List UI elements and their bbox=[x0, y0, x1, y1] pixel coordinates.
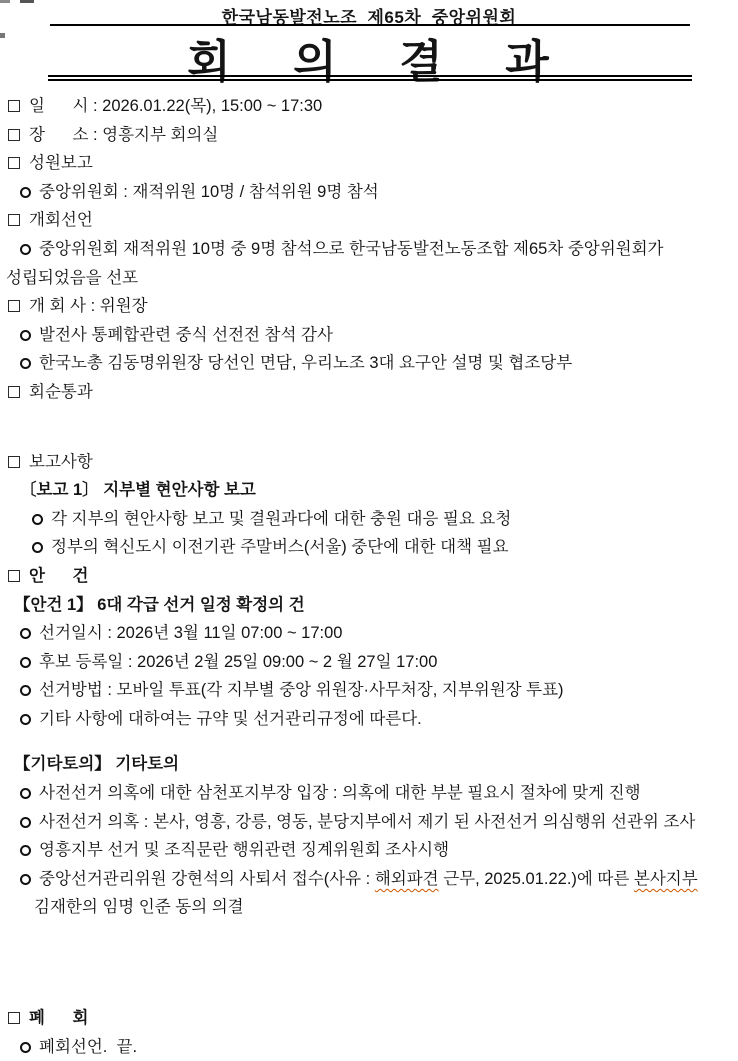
square-bullet-icon bbox=[8, 1012, 20, 1024]
line-text: 김재한의 임명 인준 동의 의결 bbox=[34, 898, 244, 917]
closing-section-heading bbox=[6, 1004, 736, 1033]
opening-address-heading bbox=[6, 292, 736, 321]
agenda-1-item-3 bbox=[6, 676, 736, 705]
line-text: 영흥지부 선거 및 조직문란 행위관련 징계위원회 조사시행 bbox=[39, 841, 450, 860]
line-text: 폐회선언. 끝. bbox=[39, 1037, 138, 1056]
opening-declaration-wrap bbox=[6, 264, 736, 293]
line-text: 성립되었음을 선포 bbox=[6, 268, 139, 287]
other-discussion-item-4 bbox=[6, 865, 736, 894]
other-discussion-item-4-wrap bbox=[6, 893, 736, 922]
quorum-report-heading bbox=[6, 149, 736, 178]
spellcheck-flagged-text: 해외파견 bbox=[374, 869, 439, 888]
circle-bullet-icon bbox=[20, 1042, 31, 1053]
line-text: 일 시 : 2026.01.22(목), 15:00 ~ 17:30 bbox=[29, 97, 323, 115]
other-discussion-item-2 bbox=[6, 808, 736, 837]
line-text: 중앙선거관리위원 강현석의 사퇴서 접수(사유 : 해외파견 근무, 2025.01.22.)에 따른 본사지부 bbox=[39, 869, 698, 888]
line-text: 보고사항 bbox=[29, 452, 93, 471]
other-discussion-item-3 bbox=[6, 836, 736, 865]
circle-bullet-icon bbox=[20, 685, 31, 696]
agenda-1-title bbox=[6, 591, 736, 620]
opening-address-item-2 bbox=[6, 349, 736, 378]
line-text: 각 지부의 현안사항 보고 및 결원과다에 대한 충원 대응 필요 요청 bbox=[51, 509, 512, 528]
other-discussion-title bbox=[6, 750, 736, 779]
spellcheck-flagged-text: 본사지부 bbox=[633, 869, 698, 888]
line-text: 장 소 : 영흥지부 회의실 bbox=[29, 125, 219, 144]
line-text: 안 건 bbox=[29, 566, 89, 585]
line-text: 선거방법 : 모바일 투표(각 지부별 중앙 위원장·사무처장, 지부위원장 투표) bbox=[39, 681, 564, 700]
agenda-1-item-2 bbox=[6, 648, 736, 677]
line-text: 중앙위원회 : 재적위원 10명 / 참석위원 9명 참석 bbox=[39, 182, 379, 201]
document-subtitle: 한국남동발전노조 제65차 중앙위원회 bbox=[221, 8, 517, 27]
square-bullet-icon bbox=[8, 214, 20, 226]
square-bullet-icon bbox=[8, 129, 20, 141]
square-bullet-icon bbox=[8, 157, 20, 169]
closing-declaration-line bbox=[6, 1033, 736, 1061]
quorum-detail-line bbox=[6, 178, 736, 207]
square-bullet-icon bbox=[8, 386, 20, 398]
line-text: 중앙위원회 재적위원 10명 중 9명 참석으로 한국남동발전노동조합 제65차 중앙위원회가 bbox=[39, 239, 664, 258]
line-text: 【기타토의】 기타토의 bbox=[14, 755, 180, 774]
circle-bullet-icon bbox=[20, 657, 31, 668]
line-text: 【안건 1】 6대 각급 선거 일정 확정의 건 bbox=[14, 595, 305, 614]
meeting-place-line bbox=[6, 121, 736, 150]
circle-bullet-icon bbox=[20, 330, 31, 341]
agenda-passage-heading bbox=[6, 378, 736, 407]
circle-bullet-icon bbox=[20, 817, 31, 828]
square-bullet-icon bbox=[8, 300, 20, 312]
agenda-1-item-4 bbox=[6, 705, 736, 734]
document-title: 회 의 결 과 bbox=[187, 36, 551, 87]
line-text: 사전선거 의혹에 대한 삼천포지부장 입장 : 의혹에 대한 부분 필요시 절차에 맞게 진행 bbox=[39, 784, 641, 803]
meeting-datetime-line bbox=[6, 92, 736, 121]
square-bullet-icon bbox=[8, 456, 20, 468]
header-rule-double bbox=[48, 75, 692, 81]
report-1-item-2 bbox=[6, 533, 736, 562]
line-text: 발전사 통폐합관련 중식 선전전 참석 감사 bbox=[39, 325, 333, 344]
report-section-heading bbox=[6, 448, 736, 477]
circle-bullet-icon bbox=[20, 788, 31, 799]
circle-bullet-icon bbox=[32, 542, 43, 553]
line-text: 개 회 사 : 위원장 bbox=[29, 297, 148, 316]
line-text: 사전선거 의혹 : 본사, 영흥, 강릉, 영동, 분당지부에서 제기 된 사전선거 의심행위 선관위 조사 bbox=[39, 812, 696, 831]
circle-bullet-icon bbox=[20, 845, 31, 856]
circle-bullet-icon bbox=[20, 244, 31, 255]
line-text: 선거일시 : 2026년 3월 11일 07:00 ~ 17:00 bbox=[39, 624, 343, 643]
line-text: 성원보고 bbox=[29, 154, 93, 173]
line-text: 정부의 혁신도시 이전기관 주말버스(서울) 중단에 대한 대책 필요 bbox=[51, 538, 509, 557]
circle-bullet-icon bbox=[20, 628, 31, 639]
opening-address-item-1 bbox=[6, 321, 736, 350]
report-1-title bbox=[6, 476, 736, 505]
circle-bullet-icon bbox=[20, 358, 31, 369]
agenda-1-item-1 bbox=[6, 619, 736, 648]
opening-declaration-heading bbox=[6, 206, 736, 235]
line-text: 회순통과 bbox=[29, 382, 93, 401]
square-bullet-icon bbox=[8, 570, 20, 582]
circle-bullet-icon bbox=[20, 874, 31, 885]
line-text: 후보 등록일 : 2026년 2월 25일 09:00 ~ 2 월 27일 17:00 bbox=[39, 652, 438, 671]
report-1-item-1 bbox=[6, 505, 736, 534]
agenda-section-heading bbox=[6, 562, 736, 591]
circle-bullet-icon bbox=[20, 714, 31, 725]
line-text: 한국노총 김동명위원장 당선인 면담, 우리노조 3대 요구안 설명 및 협조당부 bbox=[39, 354, 573, 373]
other-discussion-item-1 bbox=[6, 779, 736, 808]
circle-bullet-icon bbox=[32, 514, 43, 525]
line-text: 개회선언 bbox=[29, 211, 93, 230]
document-body bbox=[6, 92, 736, 1061]
line-text: 〔보고 1〕 지부별 현안사항 보고 bbox=[20, 481, 256, 500]
line-text: 폐 회 bbox=[29, 1009, 89, 1028]
square-bullet-icon bbox=[8, 100, 20, 112]
circle-bullet-icon bbox=[20, 187, 31, 198]
line-text: 기타 사항에 대하여는 규약 및 선거관리규정에 따른다. bbox=[39, 709, 422, 728]
opening-declaration-line bbox=[6, 235, 736, 264]
